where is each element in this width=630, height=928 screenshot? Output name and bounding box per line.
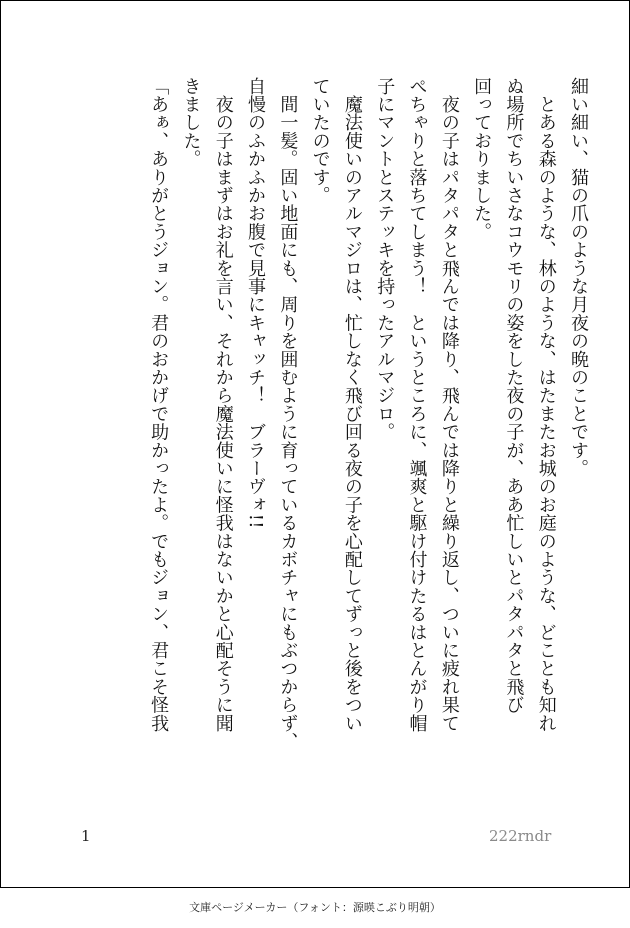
page-number: 1 [81, 827, 91, 845]
text-line: 夜の子はまずはお礼を言い、それから魔法使いに怪我はないかと心配そうに聞 [212, 77, 234, 733]
text-line: 細い細い、猫の爪のような月夜の晩のことです。 [568, 77, 589, 478]
text-line: 「あぁ、ありがとうジョン。君のおかげで助かったよ。でもジョン、君こそ怪我 [148, 77, 170, 733]
text-line: 子にマントとステッキを持ったアルマジロ。 [374, 77, 396, 441]
footer-credit: 文庫ページメーカー（フォント：源暎こぶり明朝） [189, 901, 441, 914]
text-line: 回っておりました。 [471, 77, 493, 241]
text-line: 夜の子はパタパタと飛んでは降り、飛んでは降りと繰り返し、ついに疲れ果て [438, 77, 460, 733]
author-name: 222rndr [489, 827, 552, 845]
text-line: ていたのです。 [309, 77, 331, 205]
text-line: ぺちゃりと落ちてしまう！ というところに、颯爽と駆け付けたるはとんがり帽 [406, 77, 428, 733]
text-line: とある森のような、林のような、はたまたお城のお庭のような、どことも知れ [535, 77, 557, 733]
text-line: 自慢のふかふかお腹で見事にキャッチ！ ブラーヴォ!! [245, 77, 267, 529]
text-line: 魔法使いのアルマジロは、忙しなく飛び回る夜の子を心配してずっと後をつい [341, 77, 363, 733]
text-line: きました。 [180, 77, 202, 168]
text-line: 間一髪。固い地面にも、周りを囲むように育っているカボチャにもぶつからず、 [277, 77, 299, 751]
text-line: ぬ場所でちいさなコウモリの姿をした夜の子が、ああ忙しいとパタパタと飛び [503, 77, 525, 714]
vertical-text-body [142, 77, 594, 817]
